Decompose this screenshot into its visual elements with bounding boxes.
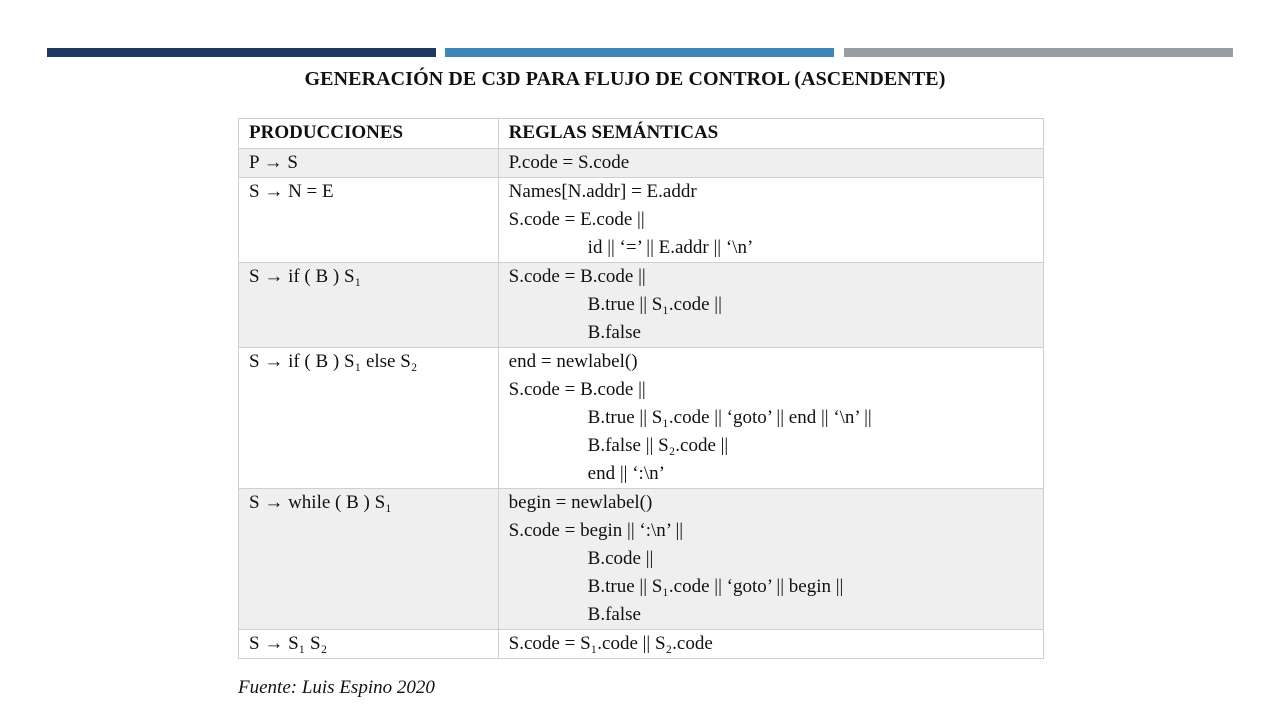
accent-bar-gray (844, 48, 1233, 57)
rule-line: end = newlabel() (508, 351, 638, 372)
table-row (239, 149, 1044, 178)
production-cell (239, 149, 499, 178)
table-header-row (239, 119, 1044, 149)
production-cell (239, 178, 499, 263)
rule-line: B.true || S₁.code || ‘goto’ || begin || (587, 576, 844, 597)
slide-title: GENERACIÓN DE C3D PARA FLUJO DE CONTROL (ASCENDENTE) (304, 68, 946, 90)
production-cell (239, 489, 499, 630)
accent-bar-dark-blue (47, 48, 436, 57)
production-text: P → S (249, 152, 298, 173)
rules-cell (498, 149, 1043, 178)
table-row (239, 348, 1044, 489)
rule-line: S.code = begin || ‘:\n’ || (508, 520, 684, 541)
rules-cell (498, 489, 1043, 630)
rule-line: S.code = S₁.code || S₂.code (508, 633, 713, 654)
rule-line: S.code = E.code || (508, 209, 645, 230)
source-caption: Fuente: Luis Espino 2020 (238, 677, 435, 698)
semantic-rules-table (238, 118, 1044, 659)
table-row (239, 489, 1044, 630)
rules-cell (498, 348, 1043, 489)
rule-line: P.code = S.code (508, 152, 630, 173)
header-productions: PRODUCCIONES (239, 119, 499, 149)
production-text: S → while ( B ) S₁ (249, 492, 392, 513)
rules-cell (498, 263, 1043, 348)
rules-cell (498, 630, 1043, 659)
rule-line: B.true || S₁.code || (587, 294, 722, 315)
table-row (239, 630, 1044, 659)
rule-line: B.false (587, 604, 641, 625)
rule-line: S.code = B.code || (508, 266, 646, 287)
rule-line: B.false || S₂.code || (587, 435, 729, 456)
rule-line: B.code || (587, 548, 654, 569)
production-cell (239, 263, 499, 348)
accent-bar-light-blue (445, 48, 834, 57)
production-text: S → N = E (249, 181, 334, 202)
production-text: S → S₁ S₂ (249, 633, 328, 654)
table-row (239, 263, 1044, 348)
production-text: S → if ( B ) S₁ (249, 266, 362, 287)
rule-line: B.false (587, 322, 641, 343)
header-semantic-rules: REGLAS SEMÁNTICAS (498, 119, 1043, 149)
rule-line: end || ‘:\n’ (587, 463, 665, 484)
rule-line: B.true || S₁.code || ‘goto’ || end || ‘\n’ || (587, 407, 872, 428)
production-cell (239, 630, 499, 659)
rule-line: S.code = B.code || (508, 379, 646, 400)
table-row (239, 178, 1044, 263)
production-cell (239, 348, 499, 489)
rule-line: begin = newlabel() (508, 492, 653, 513)
rules-cell (498, 178, 1043, 263)
rule-line: Names[N.addr] = E.addr (508, 181, 697, 202)
production-text: S → if ( B ) S₁ else S₂ (249, 351, 418, 372)
rule-line: id || ‘=’ || E.addr || ‘\n’ (587, 237, 754, 258)
